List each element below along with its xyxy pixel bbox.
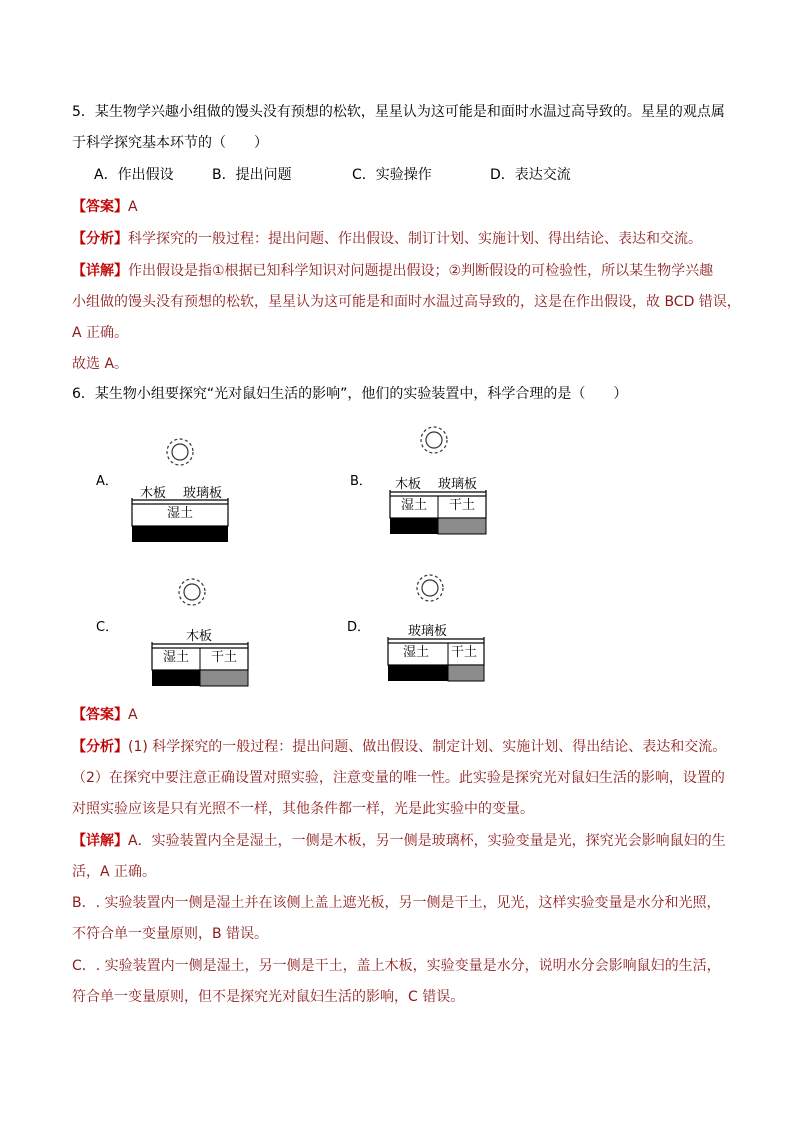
q5-option-c: C．实验操作 bbox=[352, 167, 432, 183]
fig-c-wood-label: 木板 bbox=[186, 629, 213, 644]
q5-detail-line2: 小组做的馒头没有预想的松软，星星认为这可能是和面时水温过高导致的，这是在作出假设，故 BCD 错误， bbox=[72, 294, 741, 310]
q5-option-a: A．作出假设 bbox=[94, 167, 174, 183]
fig-c-dry-label: 干土 bbox=[210, 650, 237, 665]
fig-d-letter: D． bbox=[347, 620, 371, 635]
q6-detail-b-line2: 不符合单一变量原则，B 错误。 bbox=[72, 926, 269, 942]
fig-d-sun-icon bbox=[408, 566, 452, 610]
fig-b-dry-label: 干土 bbox=[448, 498, 475, 513]
q5-conclusion: 故选 A。 bbox=[72, 356, 129, 372]
q5-analysis bbox=[72, 229, 702, 249]
fig-b-wet-label: 湿土 bbox=[400, 498, 427, 513]
q6-answer bbox=[72, 705, 138, 725]
fig-b-letter: B． bbox=[350, 474, 372, 489]
detail-text: A．实验装置内全是湿土，一侧是木板，另一侧是玻璃杯，实验变量是光，探究光会影响鼠妇的生 bbox=[128, 833, 726, 849]
fig-c-letter: C． bbox=[96, 620, 119, 635]
q5-stem-line2: 于科学探究基本环节的（ ） bbox=[72, 135, 268, 151]
answer-value: A bbox=[128, 707, 138, 723]
q6-stem: 6．某生物小组要探究“光对鼠妇生活的影响”，他们的实验装置中，科学合理的是（ ） bbox=[72, 386, 628, 402]
fig-c-wet-label: 湿土 bbox=[162, 650, 189, 665]
fig-d-wet-label: 湿土 bbox=[402, 645, 429, 660]
fig-b-glass-label: 玻璃板 bbox=[438, 477, 478, 492]
analysis-text: (1) 科学探究的一般过程：提出问题、做出假设、制定计划、实施计划、得出结论、表达和交流。 bbox=[128, 739, 727, 755]
detail-text: 作出假设是指①根据已知科学知识对问题提出假设；②判断假设的可检验性，所以某生物学兴趣 bbox=[128, 263, 714, 279]
q6-analysis-line1 bbox=[72, 737, 726, 757]
q5-stem-line1: 5．某生物学兴趣小组做的馒头没有预想的松软，星星认为这可能是和面时水温过高导致的。星星的观点属 bbox=[72, 104, 725, 120]
q5-option-d: D．表达交流 bbox=[490, 167, 571, 183]
q5-option-b: B．提出问题 bbox=[212, 167, 292, 183]
detail-tag: 【详解】 bbox=[72, 833, 128, 849]
q6-detail-a-line1 bbox=[72, 831, 726, 851]
fig-b-sun-icon bbox=[412, 418, 456, 462]
answer-tag: 【答案】 bbox=[72, 707, 128, 723]
answer-value: A bbox=[128, 199, 138, 215]
q6-detail-a-line2: 活，A 正确。 bbox=[72, 864, 157, 880]
q5-detail-line1 bbox=[72, 261, 713, 281]
fig-b-wood-label: 木板 bbox=[395, 477, 422, 492]
q5-detail-line3: A 正确。 bbox=[72, 325, 129, 341]
analysis-text: 科学探究的一般过程：提出问题、作出假设、制订计划、实施计划、得出结论、表达和交流。 bbox=[128, 231, 702, 247]
fig-a-letter: A． bbox=[96, 474, 118, 489]
analysis-tag: 【分析】 bbox=[72, 231, 128, 247]
q6-analysis-line2: （2）在探究中要注意正确设置对照实验，注意变量的唯一性。此实验是探究光对鼠妇生活的影响，设置的 bbox=[72, 770, 725, 786]
analysis-tag: 【分析】 bbox=[72, 739, 128, 755]
fig-a-glass-label: 玻璃板 bbox=[183, 486, 223, 501]
q6-detail-c-line1: C．. 实验装置内一侧是湿土，另一侧是干土，盖上木板，实验变量是水分，说明水分会影响鼠妇的生活， bbox=[72, 958, 721, 974]
q6-detail-b-line1: B．. 实验装置内一侧是湿土并在该侧上盖上遮光板，另一侧是干土，见光，这样实验变量是水分和光照， bbox=[72, 895, 721, 911]
fig-d-glass-label: 玻璃板 bbox=[408, 624, 448, 639]
fig-a-soil-label: 湿土 bbox=[166, 506, 193, 521]
detail-tag: 【详解】 bbox=[72, 263, 128, 279]
q5-answer bbox=[72, 197, 138, 217]
fig-d-dry-label: 干土 bbox=[450, 645, 477, 660]
fig-a-sun-icon bbox=[158, 430, 202, 474]
q6-detail-c-line2: 符合单一变量原则，但不是探究光对鼠妇生活的影响，C 错误。 bbox=[72, 989, 465, 1005]
q6-analysis-line3: 对照实验应该是只有光照不一样，其他条件都一样，光是此实验中的变量。 bbox=[72, 801, 534, 817]
fig-a-wood-label: 木板 bbox=[140, 486, 167, 501]
answer-tag: 【答案】 bbox=[72, 199, 128, 215]
fig-c-sun-icon bbox=[170, 570, 214, 614]
